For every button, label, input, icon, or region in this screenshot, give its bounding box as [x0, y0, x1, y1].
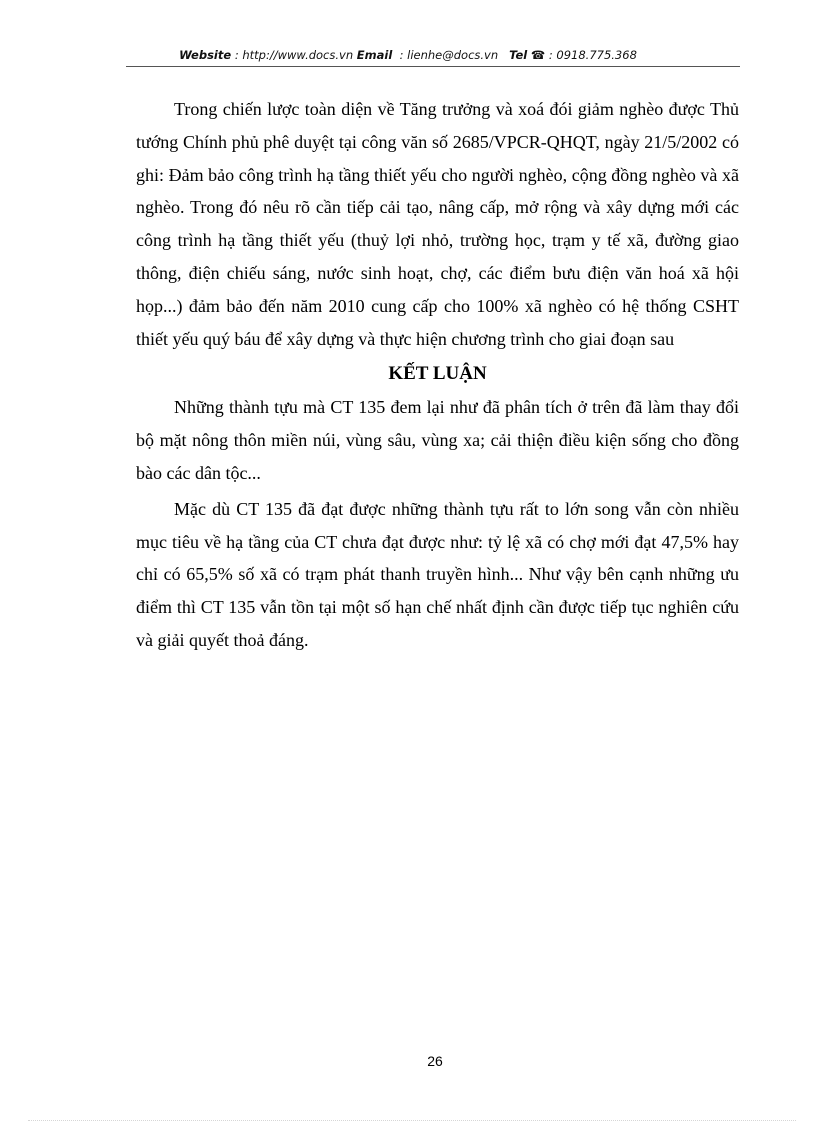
tel-number: 0918.775.368 — [556, 48, 637, 62]
website-label: Website — [179, 48, 232, 62]
email-label: Email — [356, 48, 393, 62]
document-body — [136, 93, 739, 657]
body-paragraph-3: Mặc dù CT 135 đã đạt được những thành tựu rất to lớn song vẫn còn nhiều mục tiêu về hạ tầng của CT chưa đạt được như: tỷ lệ xã có chợ mới đạt 47,5% hay chỉ có 65,5% số xã có trạm phát thanh truyền hình... Như vậy bên cạnh những ưu điểm thì CT 135 vẫn tồn tại một số hạn chế nhất định cần được tiếp tục nghiên cứu và giải quyết thoả đáng. — [136, 498, 739, 650]
page-header: Website : http://www.docs.vn Email : lienhe@docs.vn Tel ☎ : 0918.775.368 — [179, 48, 637, 62]
phone-icon: ☎ — [530, 48, 546, 62]
header-divider — [126, 66, 740, 67]
bottom-divider — [28, 1120, 796, 1121]
page-number: 26 — [427, 1053, 443, 1069]
email-address[interactable]: lienhe@docs.vn — [407, 48, 499, 62]
website-url[interactable]: http://www.docs.vn — [242, 48, 354, 62]
tel-label: Tel — [509, 48, 528, 62]
body-paragraph-2: Những thành tựu mà CT 135 đem lại như đã phân tích ở trên đã làm thay đổi bộ mặt nông thôn miền núi, vùng sâu, vùng xa; cải thiện điều kiện sống cho đồng bào các dân tộc... — [136, 397, 739, 483]
body-paragraph-1: Trong chiến lược toàn diện về Tăng trưởng và xoá đói giảm nghèo được Thủ tướng Chính phủ phê duyệt tại công văn số 2685/VPCR-QHQT, ngày 21/5/2002 có ghi: Đảm bảo công trình hạ tầng thiết yếu cho người nghèo, cộng đồng nghèo và xã nghèo. Trong đó nêu rõ cần tiếp cải tạo, nâng cấp, mở rộng và xây dựng mới các công trình hạ tầng thiết yếu (thuỷ lợi nhỏ, trường học, trạm y tế xã, đường giao thông, điện chiếu sáng, nước sinh hoạt, chợ, các điểm bưu điện văn hoá xã hội họp...) đảm bảo đến năm 2010 cung cấp cho 100% xã nghèo có hệ thống CSHT thiết yếu quý báu để xây dựng và thực hiện chương trình cho giai đoạn sau — [136, 99, 739, 349]
section-title: KẾT LUẬN — [388, 363, 487, 385]
